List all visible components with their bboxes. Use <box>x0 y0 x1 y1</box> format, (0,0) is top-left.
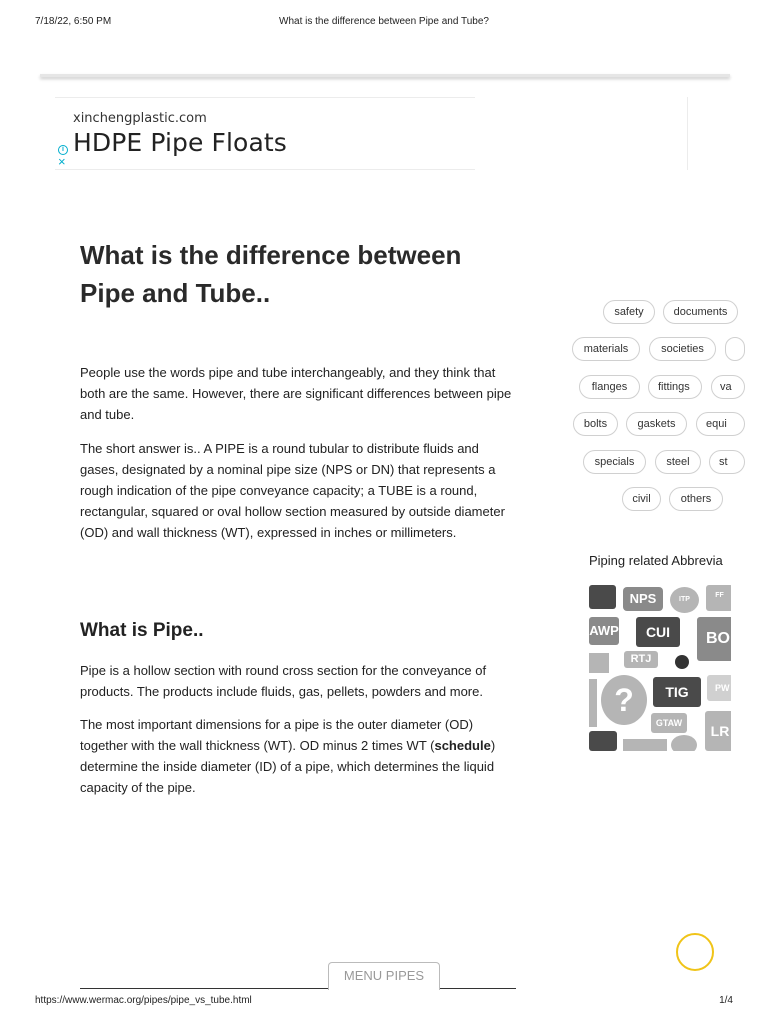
print-page-title: What is the difference between Pipe and Tube? <box>279 16 489 27</box>
abbreviations-word-cloud-image[interactable] <box>589 585 731 751</box>
print-url: https://www.wermac.org/pipes/pipe_vs_tube.html <box>35 995 252 1006</box>
abbr-word-gtaw: GTAW <box>651 713 687 733</box>
abbr-tile <box>589 585 616 609</box>
pipe-definition-paragraph: Pipe is a hollow section with round cross section for the conveyance of products. The products include fluids, gas, pellets, powders and more. <box>80 663 487 699</box>
ad-frame-edge <box>687 97 688 170</box>
footer-divider-right <box>440 988 516 989</box>
tag-fittings[interactable]: fittings <box>648 375 702 399</box>
tag-civil[interactable]: civil <box>622 487 661 511</box>
tag-gaskets[interactable]: gaskets <box>626 412 687 436</box>
abbr-word-awp: AWP <box>589 617 619 645</box>
advertisement[interactable] <box>55 97 475 170</box>
abbr-word-pw: PW <box>707 675 731 701</box>
schedule-term: schedule <box>434 738 491 753</box>
tag-steel[interactable]: steel <box>655 450 701 474</box>
abbr-tile <box>589 653 609 673</box>
ad-headline[interactable]: HDPE Pipe Floats <box>73 128 287 157</box>
menu-pipes-tab[interactable]: MENU PIPES <box>328 962 440 990</box>
tag-safety[interactable]: safety <box>603 300 655 324</box>
tag-flanges[interactable]: flanges <box>579 375 640 399</box>
abbr-tile <box>623 739 667 751</box>
footer-divider-left <box>80 988 330 989</box>
pipe-dimensions-text-2: ) determine the inside diameter (ID) of a pipe, which determines the liquid capacity of the pipe. <box>80 738 496 795</box>
abbr-tile <box>589 731 617 751</box>
abbr-tile <box>671 735 697 751</box>
tag-others[interactable]: others <box>669 487 723 511</box>
abbreviations-heading[interactable]: Piping related Abbrevia <box>589 553 723 568</box>
print-header <box>0 16 768 30</box>
tag-equipment[interactable]: equi <box>696 412 745 436</box>
abbr-word-tig: TIG <box>653 677 701 707</box>
short-answer-paragraph: The short answer is.. A PIPE is a round tubular to distribute fluids and gases, designated by a nominal pipe size (NPS or DN) that represents a rough indication of the pipe conveyance capacity; a TUBE is a round, rectangular, squared or oval hollow section measured by outside diameter (OD) and wall thickness (WT), expressed in inches or millimeters. <box>80 441 505 540</box>
abbr-word-lr: LR <box>705 711 731 751</box>
tag-specials[interactable]: specials <box>583 450 646 474</box>
tag-partial[interactable] <box>725 337 745 361</box>
abbr-word-cui: CUI <box>636 617 680 647</box>
tag-materials[interactable]: materials <box>572 337 640 361</box>
abbr-word-nps: NPS <box>623 587 663 611</box>
tag-bolts[interactable]: bolts <box>573 412 618 436</box>
abbr-word-rtj: RTJ <box>624 651 658 668</box>
tag-documents[interactable]: documents <box>663 300 738 324</box>
section-heading-what-is-pipe: What is Pipe.. <box>80 620 204 641</box>
abbr-word-ff: FF <box>706 585 731 611</box>
ad-info-icon[interactable]: i <box>58 145 68 155</box>
tag-societies[interactable]: societies <box>649 337 716 361</box>
tag-valves[interactable]: va <box>711 375 745 399</box>
tag-structural[interactable]: st <box>709 450 745 474</box>
article-title: What is the difference between Pipe and Tube.. <box>80 240 462 308</box>
intro-paragraph: People use the words pipe and tube interchangeably, and they think that both are the same. However, there are significant differences between pipe and tube. <box>80 365 512 422</box>
print-date: 7/18/22, 6:50 PM <box>35 16 112 27</box>
site-navbar <box>40 74 730 77</box>
ad-close-icon[interactable]: × <box>58 154 66 169</box>
abbr-word-question: ? <box>601 675 647 725</box>
print-page-number: 1/4 <box>719 995 733 1006</box>
pipe-dimensions-text-1: The most important dimensions for a pipe is the outer diameter (OD) together with the wall thickness (WT). OD minus 2 times WT ( <box>80 717 474 753</box>
pipe-dimensions-paragraph <box>80 714 520 798</box>
abbr-word-bo: BO <box>697 617 731 661</box>
abbr-tile <box>675 655 689 669</box>
abbr-word-itp: ITP <box>670 587 699 613</box>
scroll-circle-button[interactable] <box>676 933 714 971</box>
ad-domain[interactable]: xinchengplastic.com <box>73 111 207 126</box>
abbr-tile <box>589 679 597 727</box>
